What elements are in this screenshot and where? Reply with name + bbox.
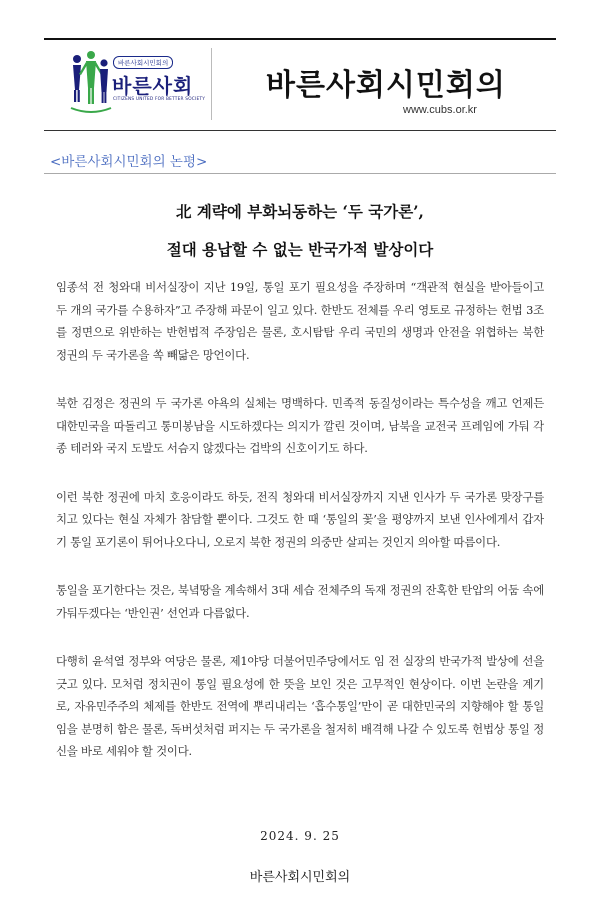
letterhead [44,38,556,130]
issue-date: 2024. 9. 25 [260,829,340,843]
statement-body [56,276,544,789]
paragraph: 임종석 전 청와대 비서실장이 지난 19일, 통일 포기 필요성을 주장하며 “객관적 현실을 받아들이고 두 개의 국가를 수용하자”고 주장해 파문이 일고 있다. 한반도 전체를 우리 영토로 규정하는 헌법 3조를 정면으로 위반하는 반헌법적 주장임은 물론, 호시탐탐 우리 국민의 생명과 안전을 위협하는 북한 정권의 두 국가론을 쏙 빼닮은 망언이다. [56,280,544,362]
logo-tagline: CITIZENS UNITED FOR BETTER SOCIETY [113,97,206,102]
section-rule [44,173,556,174]
header-bottom-rule [44,130,556,131]
logo-badge-text: 바른사회시민회의 [113,56,173,69]
paragraph: 통일을 포기한다는 것은, 북녘땅을 계속해서 3대 세습 전체주의 독재 정권의 잔혹한 탄압의 어둠 속에 가둬두겠다는 ‘반인권’ 선언과 다름없다. [56,583,544,620]
paragraph: 다행히 윤석열 정부와 여당은 물론, 제1야당 더불어민주당에서도 임 전 실장의 반국가적 발상에 선을 긋고 있다. 모처럼 정치권이 통일 필요성에 한 뜻을 보인 것은 고무적인 현상이다. 이번 논란을 계기로, 자유민주주의 체제를 한반도 전역에 뿌리내리는 ‘흡수통일’만이 곧 대한민국의 지향해야 할 통일임을 분명히 함은 물론, 독버섯처럼 퍼지는 두 국가론을 철저히 배격해 나갈 수 있도록 헌법상 통일 정신을 바로 세워야 할 것이다. [56,654,544,758]
organization-title: 바른사회시민회의 [266,68,506,103]
people-figures-icon [69,50,113,116]
paragraph: 북한 김정은 정권의 두 국가론 야욕의 실체는 명백하다. 민족적 동질성이라는 특수성을 깨고 언제든 대한민국을 따돌리고 통미봉남을 시도하겠다는 의지가 깔린 것이며, 남북을 교전국 프레임에 가둬 각종 테러와 국지 도발도 서슴지 않겠다는 겁박의 신호이기도 하다. [56,396,544,455]
headline-line-1: 北 계략에 부화뇌동하는 ‘두 국가론’, [176,202,424,221]
header-top-rule [44,38,556,40]
headline-line-2: 절대 용납할 수 없는 반국가적 발상이다 [166,240,434,259]
organization-logo [69,50,209,116]
signature: 바른사회시민회의 [249,870,351,885]
header-divider [211,48,212,120]
organization-url[interactable]: www.cubs.or.kr [403,104,477,116]
commentary-label: <바른사회시민회의 논평> [50,154,208,170]
logo-wordmark: 바른사회 [112,74,194,98]
paragraph: 이런 북한 정권에 마치 호응이라도 하듯, 전직 청와대 비서실장까지 지낸 인사가 두 국가론 맞장구를 치고 있다는 현실 자체가 참담할 뿐이다. 그것도 한 때 ‘통일의 꽃’을 평양까지 보낸 인사에게서 갑자기 통일 포기론이 튀어나오다니, 오로지 북한 정권의 의중만 살피는 것인지 의아할 따름이다. [56,489,544,549]
